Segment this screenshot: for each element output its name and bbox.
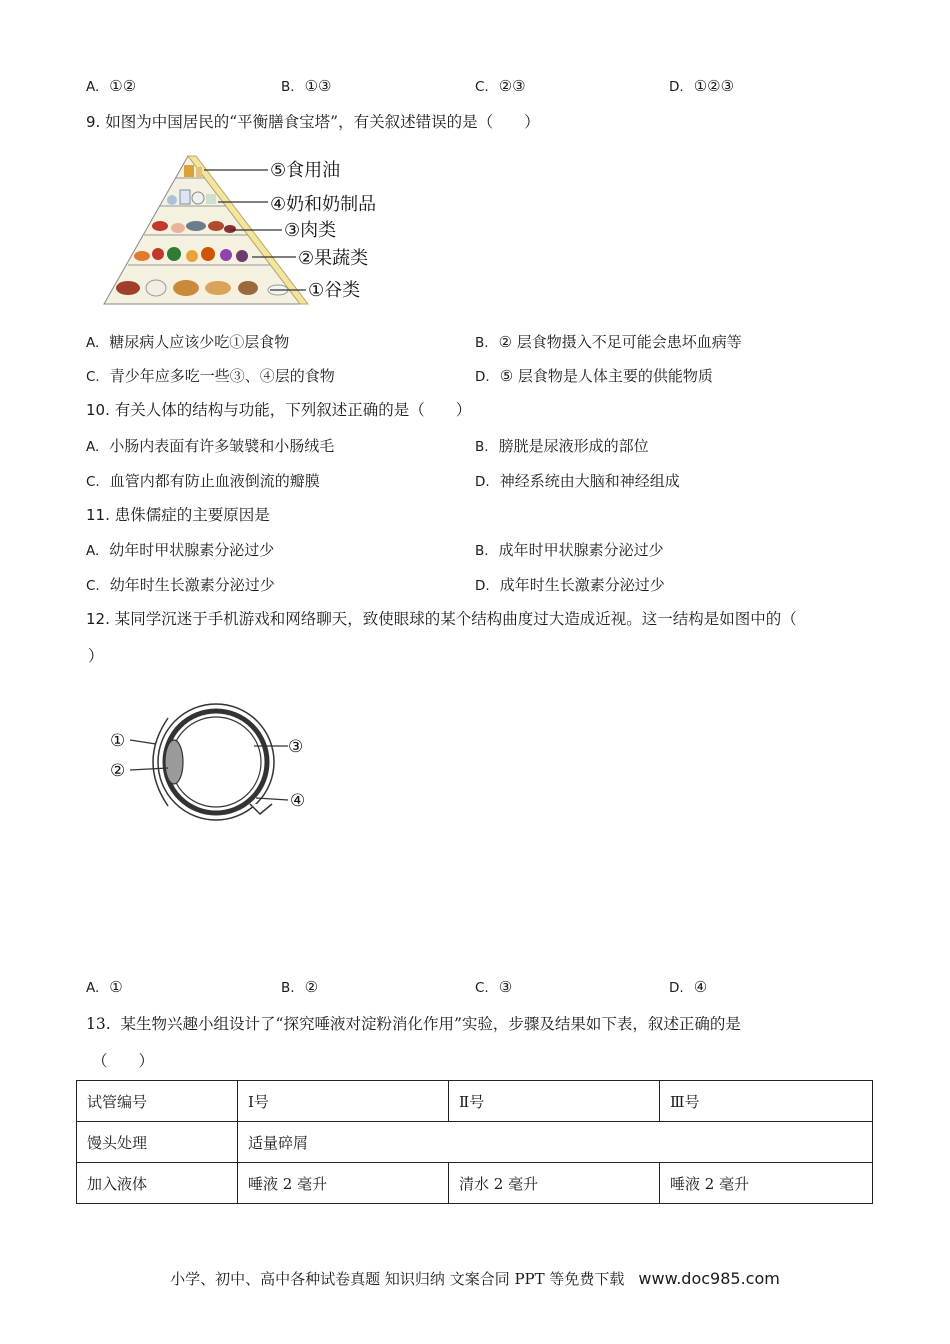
table-cell: 试管编号 xyxy=(77,1081,238,1122)
q10-option-d: D. 神经系统由大脑和神经组成 xyxy=(475,472,680,490)
q12-option-a: A. ① xyxy=(86,978,123,996)
eye-label-2: ② xyxy=(110,761,126,781)
table-cell: Ⅲ号 xyxy=(660,1081,873,1122)
q12-option-d: D. ④ xyxy=(669,978,708,996)
q10-stem: 10. 有关人体的结构与功能，下列叙述正确的是（ ） xyxy=(86,401,472,419)
pyramid-label-3: ③肉类 xyxy=(284,220,337,241)
q12-stem-end: ） xyxy=(88,647,104,665)
q13-stem: 13. 某生物兴趣小组设计了“探究唾液对淀粉消化作用”实验，步骤及结果如下表，叙述正确的是 xyxy=(86,1015,741,1033)
footer-text: 小学、初中、高中各种试卷真题 知识归纳 文案合同 PPT 等免费下载 xyxy=(170,1270,625,1288)
eye-label-3: ③ xyxy=(288,737,304,757)
q9-option-b: B. ② 层食物摄入不足可能会患坏血病等 xyxy=(475,333,742,351)
q8-option-a: A. ①② xyxy=(86,77,137,95)
table-row xyxy=(77,1122,873,1163)
q11-option-c: C. 幼年时生长激素分泌过少 xyxy=(86,576,275,594)
eye-label-1: ① xyxy=(110,731,126,751)
pyramid-label-1: ①谷类 xyxy=(308,280,361,301)
pyramid-label-5: ⑤食用油 xyxy=(270,160,341,181)
q12-option-c: C. ③ xyxy=(475,978,513,996)
table-cell: 加入液体 xyxy=(77,1163,238,1204)
q11-option-d: D. 成年时生长激素分泌过少 xyxy=(475,576,665,594)
table-cell: Ⅱ号 xyxy=(449,1081,660,1122)
table-row xyxy=(77,1081,873,1122)
pyramid-label-4: ④奶和奶制品 xyxy=(270,194,377,215)
table-cell: 唾液 2 毫升 xyxy=(660,1163,873,1204)
q10-option-c: C. 血管内都有防止血液倒流的瓣膜 xyxy=(86,472,320,490)
table-cell: 唾液 2 毫升 xyxy=(238,1163,449,1204)
table-row xyxy=(77,1163,873,1204)
q12-option-b: B. ② xyxy=(281,978,319,996)
page-footer xyxy=(0,1268,950,1289)
q12-stem: 12. 某同学沉迷于手机游戏和网络聊天，致使眼球的某个结构曲度过大造成近视。这一结构是如图中的（ xyxy=(86,610,797,628)
food-pyramid-figure xyxy=(100,150,400,310)
q9-option-a: A. 糖尿病人应该少吃①层食物 xyxy=(86,333,290,351)
eye-label-4: ④ xyxy=(290,791,306,811)
q8-option-b: B. ①③ xyxy=(281,77,332,95)
q9-stem: 9. 如图为中国居民的“平衡膳食宝塔”，有关叙述错误的是（ ） xyxy=(86,113,540,131)
q10-option-a: A. 小肠内表面有许多皱襞和小肠绒毛 xyxy=(86,437,335,455)
experiment-table xyxy=(76,1080,873,1204)
footer-url[interactable]: www.doc985.com xyxy=(638,1269,780,1288)
eyeball-figure xyxy=(104,700,319,825)
q8-option-d: D. ①②③ xyxy=(669,77,735,95)
table-cell: Ⅰ号 xyxy=(238,1081,449,1122)
q8-option-c: C. ②③ xyxy=(475,77,526,95)
q11-option-b: B. 成年时甲状腺素分泌过少 xyxy=(475,541,664,559)
table-cell: 适量碎屑 xyxy=(238,1122,873,1163)
pyramid-label-2: ②果蔬类 xyxy=(298,248,369,269)
table-cell: 馒头处理 xyxy=(77,1122,238,1163)
q9-option-d: D. ⑤ 层食物是人体主要的供能物质 xyxy=(475,367,713,385)
q9-option-c: C. 青少年应多吃一些③、④层的食物 xyxy=(86,367,335,385)
table-cell: 清水 2 毫升 xyxy=(449,1163,660,1204)
q10-option-b: B. 膀胱是尿液形成的部位 xyxy=(475,437,649,455)
q13-stem-end: （ ） xyxy=(92,1052,155,1070)
q11-option-a: A. 幼年时甲状腺素分泌过少 xyxy=(86,541,275,559)
q11-stem: 11. 患侏儒症的主要原因是 xyxy=(86,506,270,524)
